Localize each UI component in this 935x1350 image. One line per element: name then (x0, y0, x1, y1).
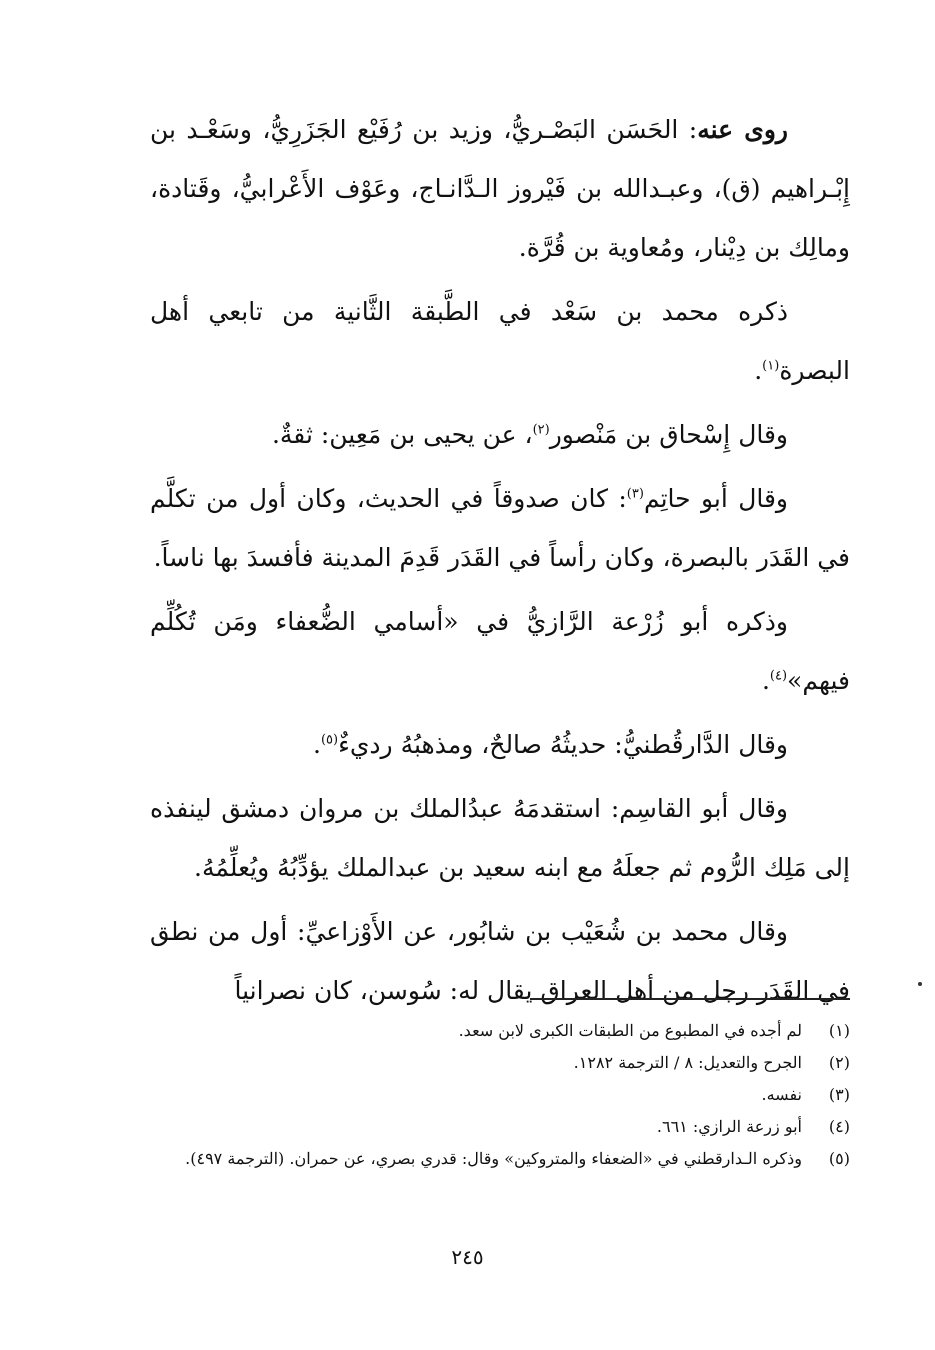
footnote-number: (٣) (828, 1085, 850, 1104)
footnote-item (150, 1015, 850, 1047)
abu-hatim-text: وقال أبو حاتِم (643, 484, 788, 513)
paragraph-ishaq (150, 405, 850, 464)
page-number: ٢٤٥ (451, 1245, 484, 1269)
daraqutni-tail: . (313, 730, 321, 759)
footnote-ref-1[interactable]: (١) (762, 358, 780, 374)
margin-dot (918, 982, 922, 986)
paragraph-abu-zura (150, 592, 850, 710)
footnote-number: (٤) (828, 1117, 850, 1136)
footnote-text: لم أجده في المطبوع من الطبقات الكبرى لابن سعد. (458, 1021, 802, 1040)
abu-qasim-text: وقال أبو القاسِم: استقدمَهُ عبدُالملك بن مروان دمشق لينفذه إلى مَلِك الرُّوم ثم جعلَهُ مع ابنه سعيد بن عبدالملك يؤدِّبُهُ ويُعلِّمُهُ. (150, 794, 850, 882)
ishaq-tail: ، عن يحيى بن مَعِين: ثقةٌ. (271, 420, 533, 449)
footnote-item (150, 1047, 850, 1079)
footnote-number: (٥) (828, 1149, 850, 1168)
footnote-ref-5[interactable]: (٥) (320, 732, 339, 748)
footnote-item (150, 1111, 850, 1143)
ishaq-text: وقال إِسْحاق بن مَنْصور (549, 420, 788, 449)
paragraph-daraqutni (150, 715, 850, 774)
footnote-text: الجرح والتعديل: ٨ / الترجمة ١٢٨٢. (573, 1053, 802, 1072)
footnote-separator (530, 998, 850, 1000)
footnote-item (150, 1143, 850, 1175)
paragraph-abu-hatim (150, 469, 850, 587)
ibn-sad-text: ذكره محمد بن سَعْد في الطَّبقة الثَّانية من تابعي أهل البصرة (150, 297, 850, 385)
ibn-shuayb-text: وقال محمد بن شُعَيْب بن شابُور، عن الأَوْزاعيِّ: أول من نطق في القَدَر رجل من أهل العراق يقال له: سُوسن، كان نصرانياً (150, 917, 850, 1005)
abu-hatim-tail: : كان صدوقاً في الحديث، وكان أول من تكلَّم في القَدَر بالبصرة، وكان رأساً في القَدَر قَدِمَ المدينة فأفسدَ بها ناساً. (150, 484, 850, 572)
footnote-ref-4[interactable]: (٤) (769, 668, 788, 684)
paragraph-abu-qasim (150, 779, 850, 897)
footnote-item (150, 1079, 850, 1111)
daraqutni-text: وقال الدَّارقُطنيُّ: حديثُهُ صالحٌ، ومذهبُهُ رديءٌ (338, 730, 788, 759)
paragraph-narrators (150, 100, 850, 277)
footnotes (150, 1015, 850, 1175)
footnote-text: أبو زرعة الرازي: ٦٦١. (656, 1117, 802, 1136)
ibn-sad-tail: . (754, 356, 763, 385)
main-text (150, 100, 850, 1005)
page-body (150, 100, 850, 1005)
narrators-lead: روى عنه (697, 115, 788, 144)
paragraph-ibn-sad (150, 282, 850, 400)
abu-zura-tail: . (761, 666, 770, 695)
paragraph-ibn-shuayb (150, 902, 850, 1020)
footnote-number: (١) (828, 1021, 850, 1040)
narrators-text: : الحَسَن البَصْـريُّ، وزيد بن رُفَيْع الجَزَرِيُّ، وسَعْـد بن إِبْـراهيم (ق)، وعبـدالله بن فَيْروز الـدَّانـاج، وعَوْف الأَعْرابيُّ، وقَتادة، ومالِك بن دِيْنار، ومُعاوية بن قُرَّة. (150, 115, 850, 262)
footnote-text: وذكره الـدارقطني في «الضعفاء والمتروكين» وقال: قدري بصري، عن حمران. (الترجمة ٤٩٧). (185, 1149, 802, 1168)
abu-zura-text: وذكره أبو زُرْعة الرَّازيُّ في «أسامي الضُّعفاء ومَن تُكُلِّم فيهم» (150, 607, 850, 695)
footnote-ref-3[interactable]: (٣) (626, 486, 644, 502)
footnote-text: نفسه. (761, 1085, 802, 1104)
footnote-number: (٢) (828, 1053, 850, 1072)
footnote-ref-2[interactable]: (٢) (532, 422, 550, 438)
